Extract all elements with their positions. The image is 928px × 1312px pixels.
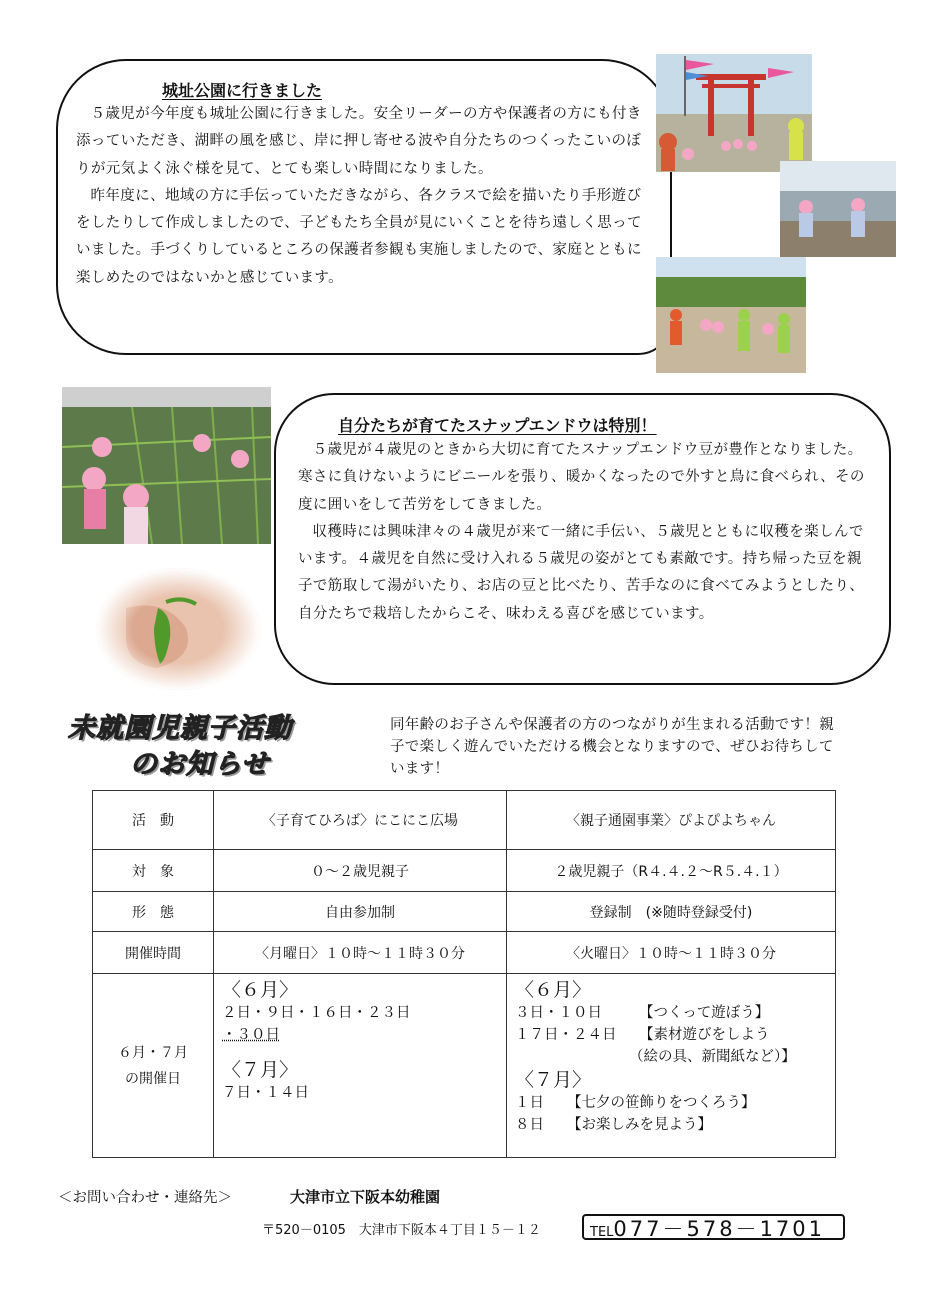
notice-title-line1: 未就園児親子活動 bbox=[68, 713, 292, 744]
col1-june-dates-2: ・３０日 bbox=[222, 1027, 280, 1043]
col1-target: ０～２歳児親子 bbox=[214, 850, 507, 892]
table-row-dates bbox=[93, 974, 836, 1158]
table-row-activity bbox=[93, 791, 836, 850]
photo-snap-pea bbox=[96, 568, 260, 690]
col1-time: 〈月曜日〉１０時～１１時３０分 bbox=[214, 932, 507, 974]
photo-pea-garden bbox=[62, 387, 271, 544]
section1-paragraph-2: 昨年度に、地域の方に手伝っていただきながら、各クラスで絵を描いたり手形遊びをしたりして作成しましたので、子どもたち全員が見にいくことを待ち遠しく思っていました。手づくりしているところの保護者参観も実施しましたので、家庭とともに楽しめたのではないかと感じています。 bbox=[76, 187, 642, 286]
col2-june-label: 〈６月〉 bbox=[515, 979, 592, 1001]
section2-body bbox=[298, 437, 868, 628]
notice-title-line2: のお知らせ bbox=[130, 749, 270, 780]
col2-july-2-text: 【お楽しみを見よう】 bbox=[567, 1117, 712, 1133]
label-target: 対 象 bbox=[93, 850, 214, 892]
col2-july-2-date: ８日 bbox=[515, 1117, 544, 1133]
photo-lakeshore bbox=[780, 161, 896, 257]
label-activity: 活 動 bbox=[93, 791, 214, 850]
table-row-time bbox=[93, 932, 836, 974]
tel-number: 077－578－1701 bbox=[613, 1217, 826, 1241]
photo-torii-gate bbox=[656, 54, 812, 172]
contact-address: 〒520－0105 大津市下阪本４丁目１５－１２ bbox=[262, 1223, 541, 1238]
col1-june-dates-1: ２日・９日・１６日・２３日 bbox=[222, 1005, 411, 1021]
col1-dates bbox=[214, 974, 507, 1158]
col1-july-label: 〈７月〉 bbox=[222, 1059, 299, 1081]
section1-title: 城址公園に行きました bbox=[162, 81, 323, 100]
schedule-table bbox=[92, 790, 836, 1158]
table-row-target bbox=[93, 850, 836, 892]
col2-july-label: 〈７月〉 bbox=[515, 1069, 592, 1091]
tel-label: TEL bbox=[590, 1225, 614, 1240]
label-format: 形 態 bbox=[93, 892, 214, 932]
contact-label: ＜お問い合わせ・連絡先＞ bbox=[58, 1190, 232, 1206]
label-time: 開催時間 bbox=[93, 932, 214, 974]
col2-june-1-date: ３日・１０日 bbox=[515, 1005, 602, 1021]
col2-activity: 〈親子通園事業〉ぴよぴよちゃん bbox=[507, 791, 836, 850]
contact-name: 大津市立下阪本幼稚園 bbox=[290, 1188, 441, 1206]
photo-park-walk bbox=[656, 257, 806, 373]
col1-july-dates: ７日・１４日 bbox=[222, 1085, 309, 1101]
label-dates-line2: の開催日 bbox=[125, 1070, 181, 1087]
section2-paragraph-2: 収穫時には興味津々の４歳児が来て一緒に手伝い、５歳児とともに収穫を楽しんでいます。４歳児を自然に受け入れる５歳児の姿がとても素敵です。持ち帰った豆を親子で筋取して湯がいたり、お店の豆と比べたり、苦手なのに食べてみようとしたり、自分たちで栽培したからこそ、味わえる喜びを感じています。 bbox=[298, 523, 865, 622]
col2-time: 〈火曜日〉１０時～１１時３０分 bbox=[507, 932, 836, 974]
label-dates bbox=[93, 974, 214, 1158]
col2-july-1-date: １日 bbox=[515, 1095, 544, 1111]
section1-body bbox=[76, 101, 648, 292]
section2-title: 自分たちが育てたスナップエンドウは特別！ bbox=[338, 416, 657, 435]
col1-activity: 〈子育てひろば〉にこにこ広場 bbox=[214, 791, 507, 850]
col2-july-1-text: 【七夕の笹飾りをつくろう】 bbox=[567, 1095, 756, 1111]
col2-format: 登録制 (※随時登録受付) bbox=[507, 892, 836, 932]
col1-format: 自由参加制 bbox=[214, 892, 507, 932]
section1-paragraph-1: ５歳児が今年度も城址公園に行きました。安全リーダーの方や保護者の方にも付き添っていただき、湖畔の風を感じ、岸に押し寄せる波や自分たちのつくったこいのぼりが元気よく泳ぐ様を見て、とても楽しい時間になりました。 bbox=[76, 106, 642, 177]
col2-dates bbox=[507, 974, 836, 1158]
table-row-format bbox=[93, 892, 836, 932]
tel-box bbox=[582, 1214, 845, 1240]
col2-target: ２歳児親子（R４.４.２～R５.４.１） bbox=[507, 850, 836, 892]
col2-june-2-date: １７日・２４日 bbox=[515, 1027, 617, 1043]
col2-june-1-text: 【つくって遊ぼう】 bbox=[639, 1005, 770, 1021]
section2-paragraph-1: ５歳児が４歳児のときから大切に育てたスナップエンドウ豆が豊作となりました。寒さに負けないようにビニールを張り、暖かくなったので外すと鳥に食べられ、その度に囲いをして苦労をしてきました。 bbox=[298, 442, 865, 513]
notice-text: 同年齢のお子さんや保護者の方のつながりが生まれる活動です！親子で楽しく遊んでいただける機会となりますので、ぜひお待ちしています！ bbox=[390, 717, 834, 777]
label-dates-line1: ６月・７月 bbox=[118, 1044, 188, 1061]
col2-june-2-text: 【素材遊びをしよう bbox=[639, 1027, 770, 1043]
col2-june-2-sub: （絵の具、新聞紙など）】 bbox=[629, 1049, 796, 1065]
col1-june-label: 〈６月〉 bbox=[222, 979, 299, 1001]
